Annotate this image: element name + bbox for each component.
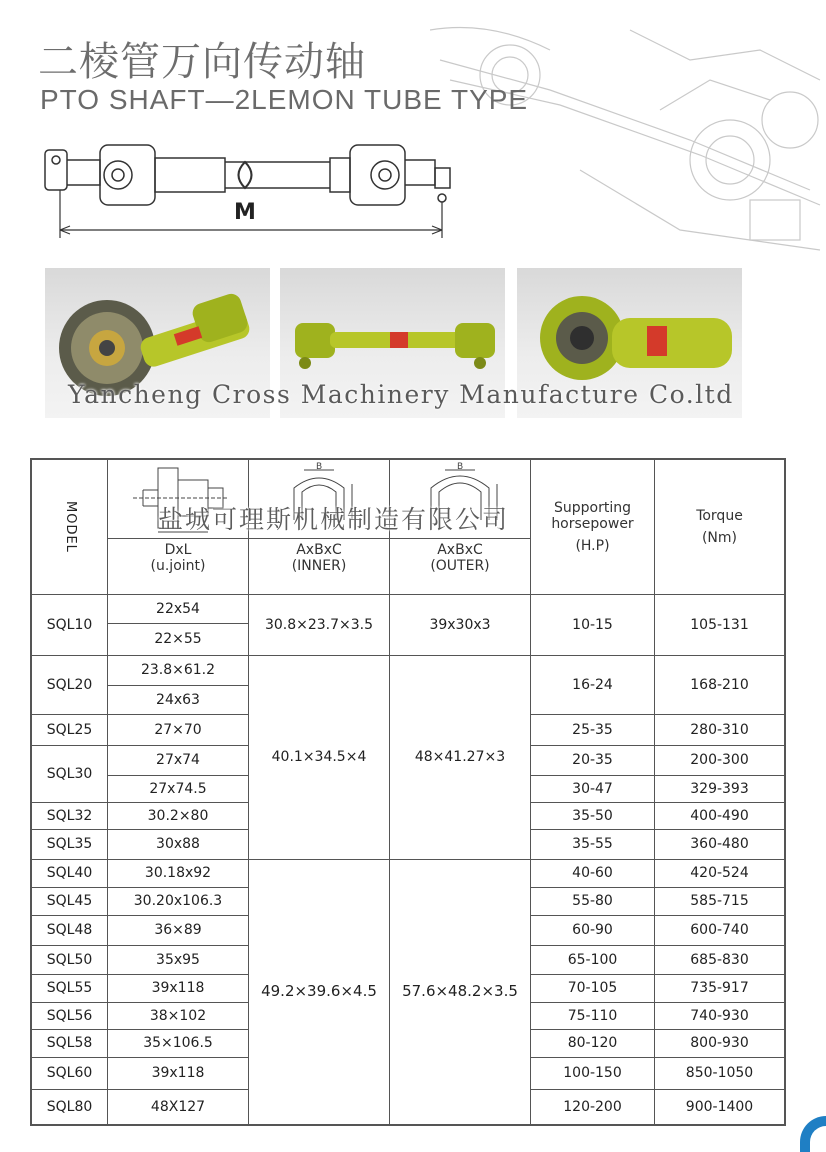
torque-cell: 735-917: [655, 975, 784, 1003]
torque-cell: 420-524: [655, 860, 784, 888]
horsepower-cell: 10-15: [531, 595, 655, 656]
horsepower-cell: 70-105: [531, 975, 655, 1003]
model-cell: SQL20: [32, 656, 108, 715]
header-inner-label: AxBxC: [296, 542, 342, 558]
company-watermark-chinese: 盐城可理斯机械制造有限公司: [158, 505, 510, 534]
header-hp-line2: horsepower: [551, 515, 634, 532]
header-torque-sub: (Nm): [701, 530, 738, 546]
model-cell: SQL45: [32, 888, 108, 916]
torque-cell: 585-715: [655, 888, 784, 916]
dxl-cell: 35×106.5: [108, 1030, 249, 1058]
model-cell: SQL56: [32, 1003, 108, 1030]
header-outer-divider: [390, 538, 530, 574]
dxl-cell: 22×55: [108, 624, 249, 656]
company-watermark-english: Yancheng Cross Machinery Manufacture Co.ltd: [68, 380, 734, 409]
header-torque-label: Torque: [696, 507, 743, 524]
horsepower-cell: 20-35: [531, 746, 655, 776]
torque-cell: 850-1050: [655, 1058, 784, 1090]
header-inner-divider: [249, 538, 389, 574]
page-title-english: PTO SHAFT—2LEMON TUBE TYPE: [40, 84, 529, 115]
horsepower-cell: 25-35: [531, 715, 655, 746]
horsepower-cell: 35-55: [531, 830, 655, 860]
dimension-label-m: M: [234, 200, 256, 225]
header-dxl-label: DxL: [164, 542, 192, 558]
inner-profile-b-label: B: [316, 462, 323, 472]
model-cell: SQL32: [32, 803, 108, 830]
dxl-cell: 23.8×61.2: [108, 656, 249, 686]
outer-profile-b-label: B: [457, 462, 464, 472]
pto-shaft-diagram: [40, 140, 460, 250]
horsepower-cell: 30-47: [531, 776, 655, 803]
torque-cell: 329-393: [655, 776, 784, 803]
torque-cell: 105-131: [655, 595, 784, 656]
horsepower-cell: 100-150: [531, 1058, 655, 1090]
horsepower-cell: 55-80: [531, 888, 655, 916]
corner-logo-mark: [790, 1108, 826, 1152]
background-machine-sketch: [430, 20, 826, 280]
dxl-cell: 30.20x106.3: [108, 888, 249, 916]
torque-cell: 800-930: [655, 1030, 784, 1058]
model-cell: SQL35: [32, 830, 108, 860]
inner-tube-cell: 30.8×23.7×3.5: [249, 595, 390, 656]
header-torque: [655, 460, 784, 595]
header-model-label: MODEL: [62, 501, 78, 553]
dxl-cell: 30.18x92: [108, 860, 249, 888]
horsepower-cell: 16-24: [531, 656, 655, 715]
header-model: [32, 460, 108, 595]
model-cell: SQL30: [32, 746, 108, 803]
model-cell: SQL50: [32, 946, 108, 975]
page-title-chinese: 二棱管万向传动轴: [38, 39, 366, 85]
torque-cell: 168-210: [655, 656, 784, 715]
horsepower-cell: 40-60: [531, 860, 655, 888]
dxl-cell: 24x63: [108, 686, 249, 715]
dxl-cell: 39x118: [108, 975, 249, 1003]
torque-cell: 280-310: [655, 715, 784, 746]
model-cell: SQL25: [32, 715, 108, 746]
model-cell: SQL48: [32, 916, 108, 946]
torque-cell: 400-490: [655, 803, 784, 830]
horsepower-cell: 35-50: [531, 803, 655, 830]
inner-tube-cell: 40.1×34.5×4: [249, 656, 390, 860]
dxl-cell: 39x118: [108, 1058, 249, 1090]
model-cell: SQL60: [32, 1058, 108, 1090]
spec-table: [30, 458, 786, 1126]
horsepower-cell: 65-100: [531, 946, 655, 975]
dxl-cell: 27x74: [108, 746, 249, 776]
header-hp-line1: Supporting: [554, 499, 631, 516]
model-cell: SQL40: [32, 860, 108, 888]
dxl-cell: 38×102: [108, 1003, 249, 1030]
torque-cell: 360-480: [655, 830, 784, 860]
torque-cell: 685-830: [655, 946, 784, 975]
dxl-cell: 48X127: [108, 1090, 249, 1124]
header-outer-sub: (OUTER): [430, 558, 490, 575]
outer-tube-cell: 39x30x3: [390, 595, 531, 656]
torque-cell: 900-1400: [685, 1098, 754, 1115]
horsepower-cell: 75-110: [531, 1003, 655, 1030]
header-dxl-divider: [108, 538, 248, 574]
header-dxl-sub: (u.joint): [150, 558, 206, 575]
dxl-cell: 27×70: [108, 715, 249, 746]
header-hp-line3: (H.P): [575, 538, 610, 555]
outer-tube-cell: 57.6×48.2×3.5: [390, 860, 531, 1124]
horsepower-cell: 60-90: [531, 916, 655, 946]
model-cell: SQL55: [32, 975, 108, 1003]
outer-tube-cell: 48×41.27×3: [390, 656, 531, 860]
torque-cell: 600-740: [655, 916, 784, 946]
torque-cell: 740-930: [655, 1003, 784, 1030]
dxl-cell: 22x54: [108, 595, 249, 624]
dxl-cell: 36×89: [108, 916, 249, 946]
horsepower-cell: 120-200: [531, 1090, 655, 1124]
header-horsepower: [531, 460, 655, 595]
dxl-cell: 30x88: [108, 830, 249, 860]
dxl-cell: 27x74.5: [108, 776, 249, 803]
inner-tube-cell: 49.2×39.6×4.5: [249, 860, 390, 1124]
torque-cell: 200-300: [655, 746, 784, 776]
model-cell: SQL10: [32, 595, 108, 656]
header-inner-sub: (INNER): [291, 558, 347, 575]
model-cell: SQL58: [32, 1030, 108, 1058]
horsepower-cell: 80-120: [531, 1030, 655, 1058]
dxl-cell: 30.2×80: [108, 803, 249, 830]
header-outer-label: AxBxC: [437, 542, 483, 558]
dxl-cell: 35x95: [108, 946, 249, 975]
model-cell: SQL80: [32, 1090, 108, 1124]
